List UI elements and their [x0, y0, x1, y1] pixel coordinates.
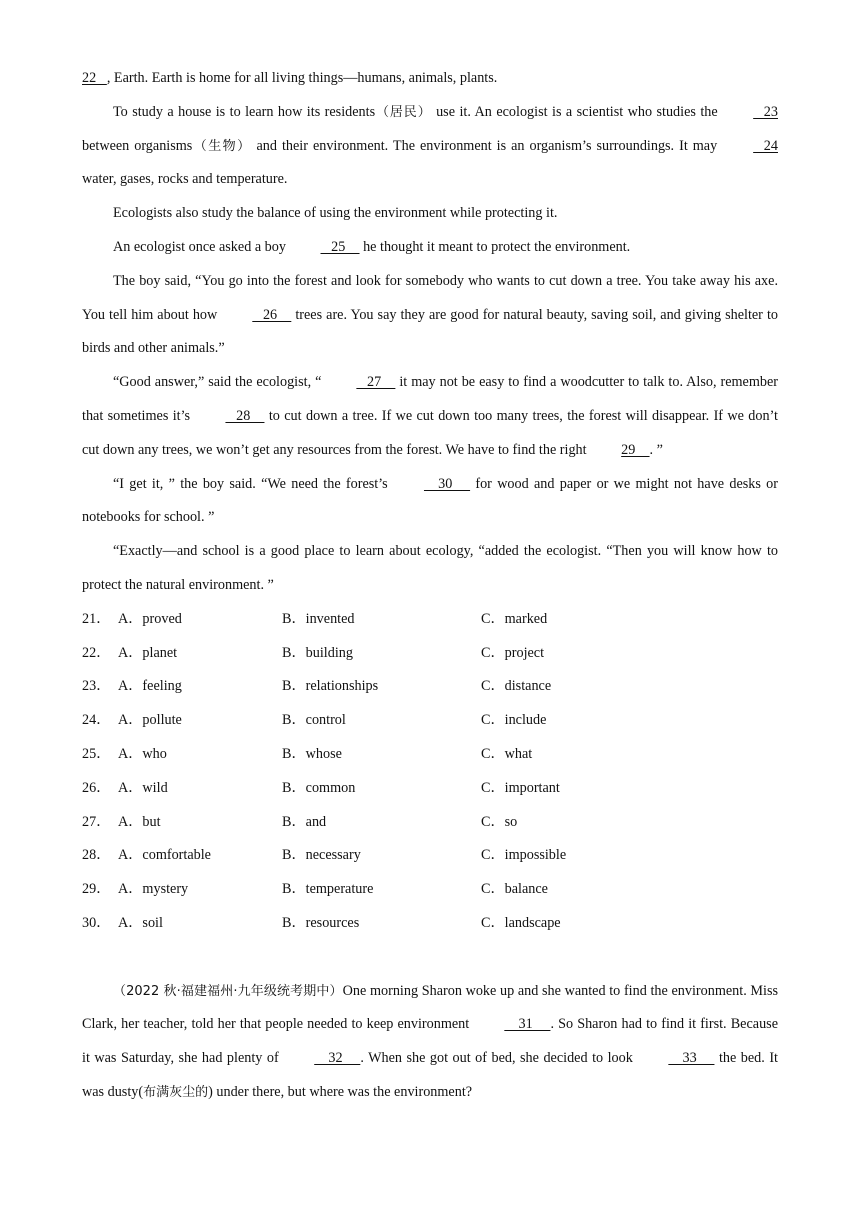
option-c[interactable]: C．marked: [481, 610, 548, 627]
question-number: 21．: [82, 610, 111, 627]
source-label: （2022 秋·福建福州·九年级统考期中）: [113, 983, 343, 999]
text: One morning Sharon woke up and she wanted to find the environment. Miss Clark, her teacher, told her that people needed to keep environment: [82, 982, 779, 1033]
option-c[interactable]: C．impossible: [481, 847, 567, 864]
question-number: 27．: [82, 813, 111, 830]
text: water, gases, rocks and temperature.: [82, 171, 288, 188]
option-b[interactable]: B．whose: [282, 745, 342, 762]
option-row-28: [82, 839, 778, 873]
text: An ecologist once asked a boy: [113, 238, 290, 255]
text: “I get it, ” the boy said. “We need the forest’s: [113, 475, 393, 492]
option-c[interactable]: C．balance: [481, 881, 548, 898]
option-row-29: [82, 873, 778, 907]
text: , Earth. Earth is home for all living things—humans, animals, plants.: [106, 70, 498, 86]
blank-22[interactable]: 22: [82, 70, 107, 86]
chinese-gloss: （生物）: [192, 138, 252, 154]
option-a[interactable]: A．proved: [118, 610, 182, 627]
paragraph-8: “Exactly—and school is a good place to learn about ecology, “added the ecologist. “Then you will know how to protect the natural environment. ”: [82, 543, 778, 593]
blank-28[interactable]: 28: [225, 407, 265, 424]
text: for wood and paper or we might not have desks or notebooks for school. ”: [82, 475, 778, 526]
text: The boy said, “You go into the forest and look for somebody who wants to cut down a tree. You take away his axe. You tell him about how: [82, 272, 778, 323]
paragraph-5: [82, 265, 778, 366]
text: to cut down a tree. If we cut down too many trees, the forest will disappear. If we don’t cut down any trees, we won’t get any resources from the forest. We have to find the right: [82, 407, 779, 458]
option-c[interactable]: C．include: [481, 712, 547, 729]
option-a[interactable]: A．but: [118, 813, 161, 830]
answer-options: [82, 603, 778, 941]
option-row-21: [82, 603, 778, 637]
option-b[interactable]: B．necessary: [282, 847, 361, 864]
question-number: 29．: [82, 881, 111, 898]
option-a[interactable]: A．feeling: [118, 678, 182, 695]
question-number: 22．: [82, 644, 111, 661]
question-number: 30．: [82, 914, 111, 931]
option-b[interactable]: B．invented: [282, 610, 355, 627]
chinese-gloss: 布满灰尘的: [143, 1084, 209, 1100]
option-row-25: [82, 738, 778, 772]
blank-26[interactable]: 26: [252, 306, 292, 323]
option-row-24: [82, 704, 778, 738]
option-c[interactable]: C．project: [481, 644, 545, 661]
question-number: 24．: [82, 712, 111, 729]
option-b[interactable]: B．relationships: [282, 678, 379, 695]
paragraph-7: [82, 468, 778, 536]
option-a[interactable]: A．wild: [118, 779, 168, 796]
option-b[interactable]: B．temperature: [282, 881, 374, 898]
blank-33[interactable]: 33: [668, 1050, 715, 1067]
option-a[interactable]: A．planet: [118, 644, 178, 661]
text: . So Sharon had to find it first. Because it was Saturday, she had plenty of: [82, 1016, 778, 1067]
section-gap: [82, 941, 778, 975]
option-c[interactable]: C．distance: [481, 678, 552, 695]
option-a[interactable]: A．soil: [118, 914, 163, 931]
option-b[interactable]: B．resources: [282, 914, 360, 931]
paragraph-2: [82, 96, 778, 197]
paragraph-6: [82, 366, 778, 467]
blank-24[interactable]: 24: [753, 137, 778, 154]
option-row-27: [82, 806, 778, 840]
question-number: 25．: [82, 745, 111, 762]
text: he thought it meant to protect the environment.: [359, 238, 631, 255]
option-row-22: [82, 637, 778, 671]
option-b[interactable]: B．control: [282, 712, 346, 729]
option-a[interactable]: A．who: [118, 745, 167, 762]
option-row-30: [82, 907, 778, 941]
blank-27[interactable]: 27: [356, 374, 396, 391]
option-b[interactable]: B．common: [282, 779, 356, 796]
option-c[interactable]: C．so: [481, 813, 518, 830]
blank-31[interactable]: 31: [504, 1016, 551, 1033]
chinese-gloss: （居民）: [375, 104, 432, 120]
paragraph-1: [82, 62, 778, 96]
option-c[interactable]: C．landscape: [481, 914, 561, 931]
option-row-23: [82, 670, 778, 704]
text: . When she got out of bed, she decided to look: [360, 1050, 638, 1067]
paragraph-4: [82, 231, 778, 265]
blank-25[interactable]: 25: [320, 238, 360, 255]
question-number: 28．: [82, 847, 111, 864]
text: . ”: [649, 441, 663, 458]
text: it may not be easy to find a woodcutter to talk to. Also, remember that sometimes it’s: [82, 374, 779, 424]
blank-30[interactable]: 30: [423, 475, 471, 492]
blank-29[interactable]: 29: [621, 441, 650, 458]
option-c[interactable]: C．important: [481, 779, 560, 796]
option-a[interactable]: A．mystery: [118, 881, 189, 898]
blank-23[interactable]: 23: [753, 103, 778, 120]
paragraph-3: Ecologists also study the balance of using the environment while protecting it.: [113, 205, 558, 222]
text: use it. An ecologist is a scientist who studies the: [431, 103, 723, 120]
option-a[interactable]: A．pollute: [118, 712, 182, 729]
text: the bed. It was dusty(: [82, 1050, 778, 1100]
option-c[interactable]: C．what: [481, 745, 533, 762]
question-number: 26．: [82, 779, 111, 796]
option-b[interactable]: B．and: [282, 813, 327, 830]
paragraph-passage-2: [82, 975, 778, 1110]
text: trees are. You say they are good for natural beauty, saving soil, and giving shelter to birds and other animals.”: [82, 306, 778, 357]
text: ) under there, but where was the environment?: [208, 1083, 473, 1100]
text: “Good answer,” said the ecologist, “: [113, 374, 326, 391]
question-number: 23．: [82, 678, 111, 695]
blank-32[interactable]: 32: [314, 1050, 361, 1067]
option-b[interactable]: B．building: [282, 644, 353, 661]
option-row-26: [82, 772, 778, 806]
text: and their environment. The environment is an organism’s surroundings. It may: [251, 137, 723, 154]
document-page: [82, 62, 778, 1110]
option-a[interactable]: A．comfortable: [118, 847, 211, 864]
text: between organisms: [82, 137, 193, 154]
text: To study a house is to learn how its residents: [113, 103, 376, 120]
